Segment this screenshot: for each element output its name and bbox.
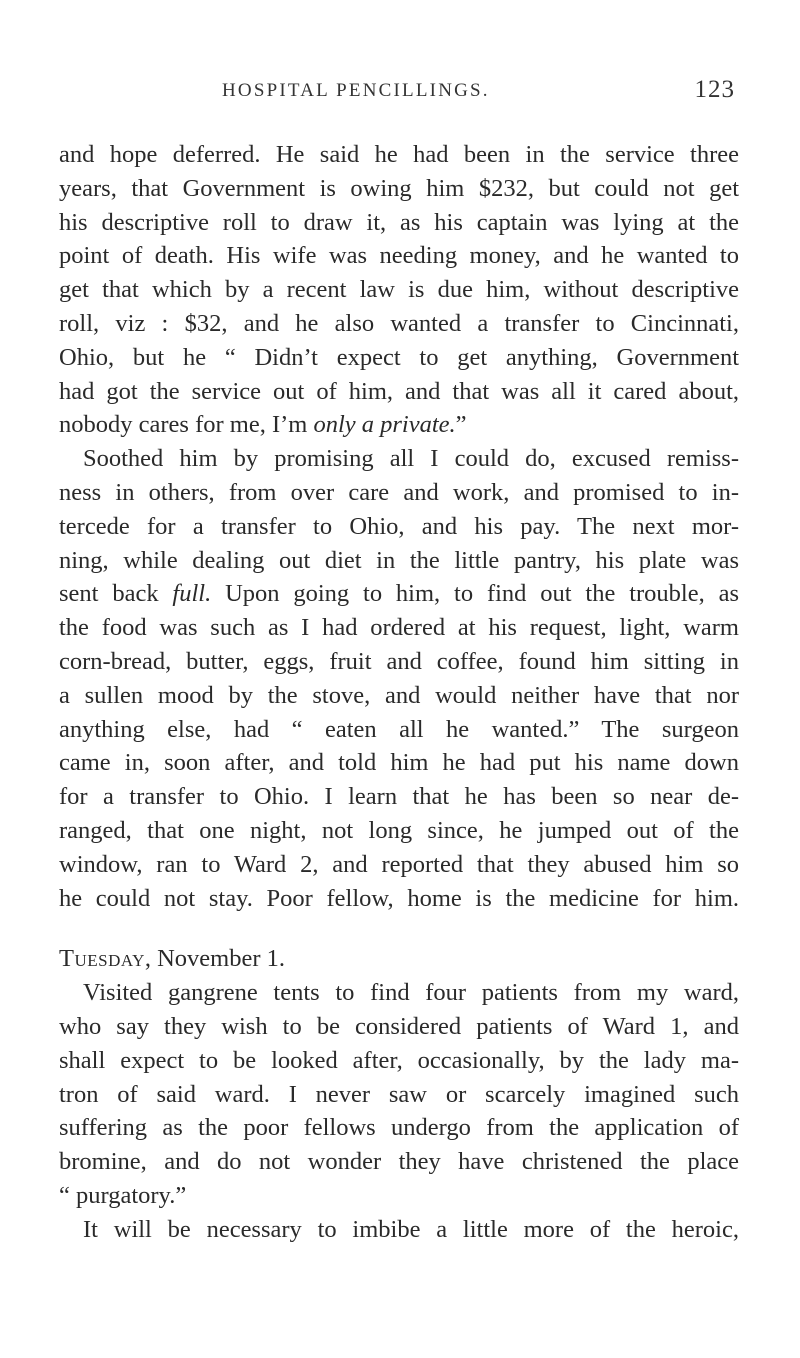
text-line: bromine, and do not wonder they have christened the place [59,1148,739,1176]
text-line: who say they wish to be considered patients of Ward 1, and [59,1012,739,1040]
paragraph-start-line: Visited gangrene tents to find four patients from my ward, [83,979,739,1007]
text-line: “ purgatory.” [59,1181,187,1209]
text-line: the food was such as I had ordered at his request, light, warm [59,614,739,642]
text-line: ness in others, from over care and work, and promised to in- [59,478,739,506]
text-line [59,577,739,611]
body-text [59,138,739,1247]
emphasis: only a private. [313,411,456,439]
text-line: came in, soon after, and told him he had put his name down [59,749,739,777]
text-line: get that which by a recent law is due him, without descriptive [59,276,739,304]
text-line: tercede for a transfer to Ohio, and his pay. The next mor- [59,512,739,540]
text-line: shall expect to be looked after, occasionally, by the lady ma- [59,1046,739,1074]
text-line: ning, while dealing out diet in the little pantry, his plate was [59,546,739,574]
text-line: for a transfer to Ohio. I learn that he has been so near de- [59,783,739,811]
text-line: anything else, had “ eaten all he wanted.” The surgeon [59,715,739,743]
text-line: window, ran to Ward 2, and reported that they abused him so [59,850,739,878]
date-text: , November 1. [144,945,286,973]
text-line: tron of said ward. I never saw or scarcely imagined such [59,1080,739,1108]
text-line: ranged, that one night, not long since, he jumped out of the [59,816,739,844]
running-head [0,76,800,110]
text-line: his descriptive roll to draw it, as his captain was lying at the [59,208,739,236]
text-run: nobody cares for me, I’m [59,411,314,439]
text-run: ” [455,411,467,439]
date-heading [59,942,739,976]
weekday: Tuesday [59,945,145,973]
paragraph-start-line: It will be necessary to imbibe a little more of the heroic, [83,1215,739,1243]
text-line [59,408,739,442]
text-line: a sullen mood by the stove, and would neither have that nor [59,681,739,709]
page-number: 123 [694,76,735,103]
text-line: years, that Government is owing him $232, but could not get [59,174,739,202]
text-run: sent back [59,580,173,608]
text-run: Upon going to him, to find out the trouble, as [211,580,739,608]
text-line: suffering as the poor fellows undergo from the application of [59,1114,739,1142]
paragraph-start-line: Soothed him by promising all I could do, excused remiss- [83,445,739,473]
text-line: and hope deferred. He said he had been in the service three [59,141,739,168]
text-line: had got the service out of him, and that was all it cared about, [59,377,739,405]
running-title: HOSPITAL PENCILLINGS. [222,80,490,101]
section-gap [59,915,739,942]
text-line: roll, viz : $32, and he also wanted a transfer to Cincinnati, [59,309,739,337]
text-line: Ohio, but he “ Didn’t expect to get anything, Government [59,343,739,371]
text-line: he could not stay. Poor fellow, home is the medicine for him. [59,884,739,912]
text-line: point of death. His wife was needing money, and he wanted to [59,242,739,270]
emphasis: full. [172,580,212,608]
text-line: corn-bread, butter, eggs, fruit and coffee, found him sitting in [59,647,739,675]
